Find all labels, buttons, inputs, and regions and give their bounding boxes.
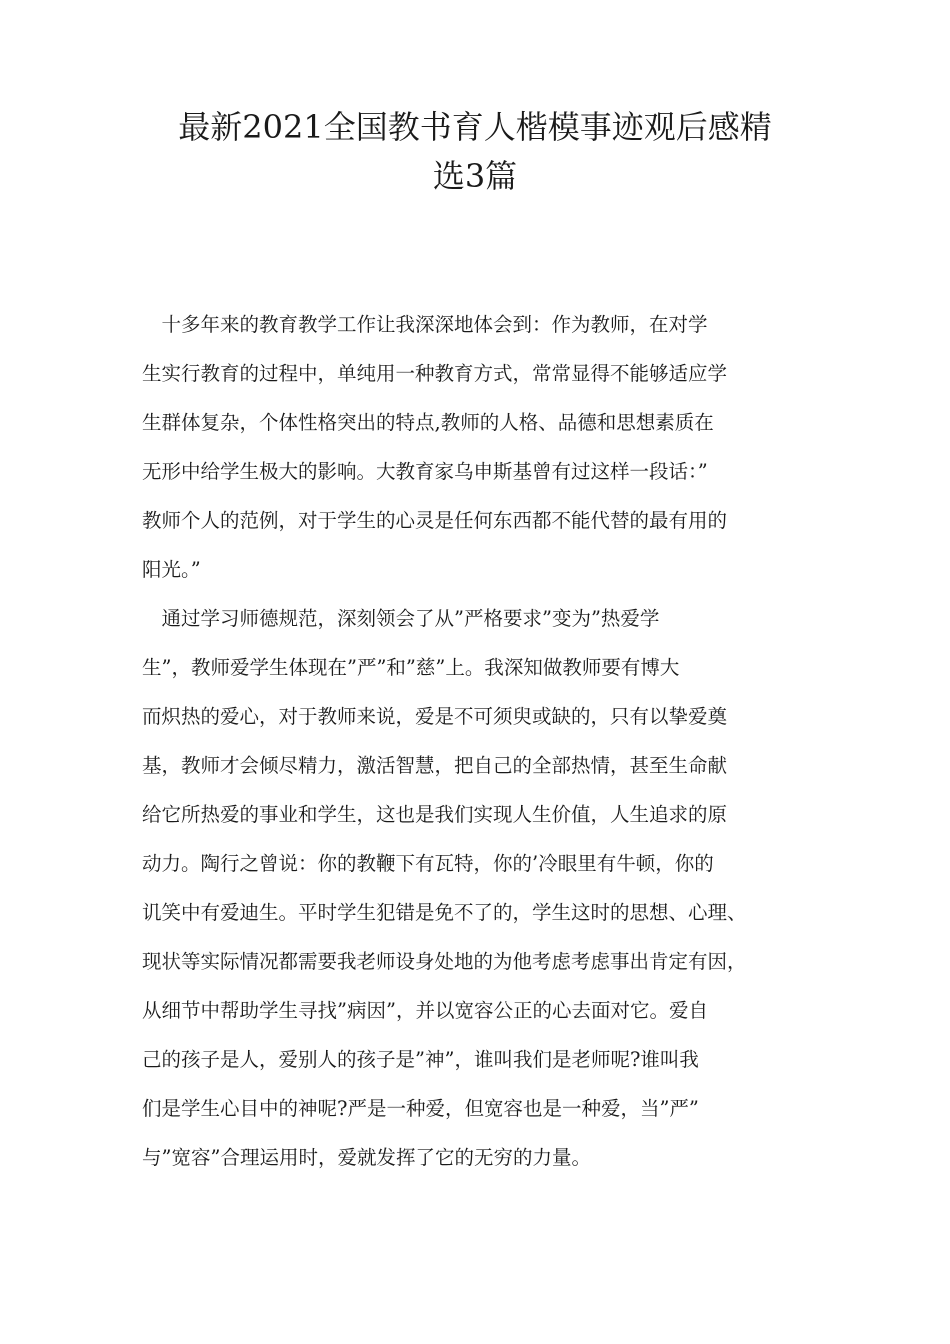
paragraph-line: 生”，教师爱学生体现在”严”和”慈”上。我深知做教师要有博大 <box>142 656 680 679</box>
paragraph-line: 己的孩子是人，爱别人的孩子是”神”，谁叫我们是老师呢?谁叫我 <box>142 1048 699 1071</box>
paragraph-line: 现状等实际情况都需要我老师设身处地的为他考虑考虑事出肯定有因， <box>142 950 747 973</box>
paragraph-line: 们是学生心目中的神呢?严是一种爱，但宽容也是一种爱，当”严” <box>142 1097 699 1120</box>
paragraph-line: 生实行教育的过程中，单纯用一种教育方式，常常显得不能够适应学 <box>142 362 728 385</box>
paragraph-line: 从细节中帮助学生寻找”病因”，并以宽容公正的心去面对它。爱自 <box>142 999 708 1022</box>
paragraph-line: 讥笑中有爱迪生。平时学生犯错是免不了的，学生这时的思想、心理、 <box>142 901 747 924</box>
paragraph-line: 阳光。” <box>142 558 201 581</box>
paragraph-line: 生群体复杂，个体性格突出的特点,教师的人格、品德和思想素质在 <box>142 411 714 434</box>
document-title-line-1: 最新2021全国教书育人楷模事迹观后感精 <box>178 108 772 146</box>
paragraph-line: 通过学习师德规范，深刻领会了从”严格要求”变为”热爱学 <box>142 607 660 630</box>
paragraph-line: 无形中给学生极大的影响。大教育家乌申斯基曾有过这样一段话：” <box>142 460 708 483</box>
document-title-line-2: 选3篇 <box>432 157 518 195</box>
paragraph-line: 与”宽容”合理运用时，爱就发挥了它的无穷的力量。 <box>142 1146 591 1169</box>
paragraph-line: 而炽热的爱心，对于教师来说，爱是不可须臾或缺的，只有以挚爱奠 <box>142 705 728 728</box>
paragraph-line: 十多年来的教育教学工作让我深深地体会到：作为教师，在对学 <box>142 313 708 336</box>
paragraph-line: 基，教师才会倾尽精力，激活智慧，把自己的全部热情，甚至生命献 <box>142 754 728 777</box>
paragraph-line: 动力。陶行之曾说：你的教鞭下有瓦特，你的’冷眼里有牛顿，你的 <box>142 852 714 875</box>
paragraph-line: 教师个人的范例，对于学生的心灵是任何东西都不能代替的最有用的 <box>142 509 728 532</box>
paragraph-line: 给它所热爱的事业和学生，这也是我们实现人生价值，人生追求的原 <box>142 803 728 826</box>
